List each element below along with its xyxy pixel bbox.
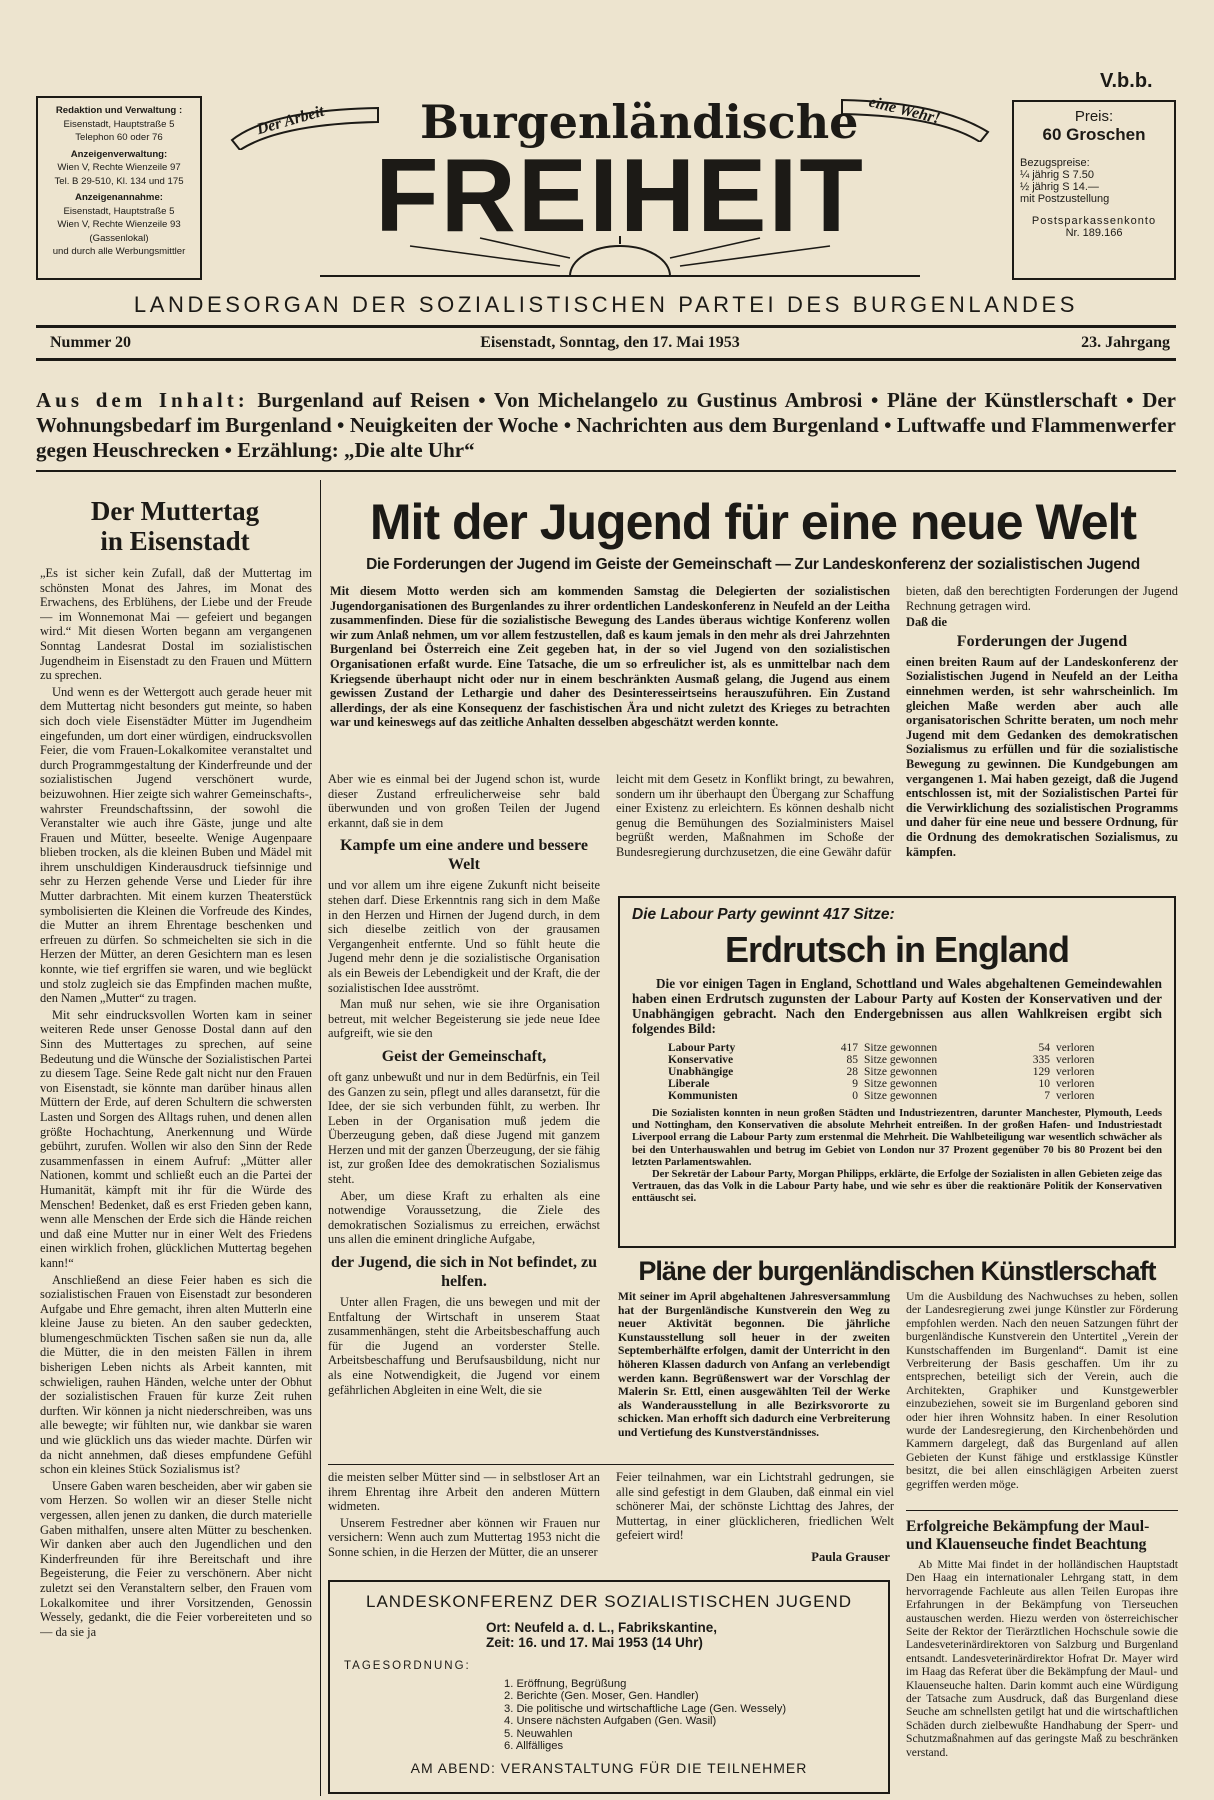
seats-lost: 10 xyxy=(1038,1078,1050,1090)
paragraph: und vor allem um ihre eigene Zukunft nicht beiseite stehen darf. Diese Erkenntnis rang sich in dem Maße in den Herzen und Hirnen der Jugend durch, in dem sich dieselbe zeitlich von der grausamen Vergangenheit entfernte. Und so fühlt heute die Jugend mehr denn je die sozialistische Organisation als ein Beweis der Lebendigkeit und der Kraft, die der sozialistischen Idee ausströmt. xyxy=(328,878,600,995)
office-line: Telephon 60 oder 76 xyxy=(75,132,163,143)
paragraph: „Es ist sicher kein Zufall, daß der Muttertag im schönsten Monat des Jahres, im Monat des Erwachens, des Erblühens, der Liebe und der Freude — im Wonnemonat Mai — gefeiert und begangen wird.“ Mit diesen Worten begann am vergangenen Sonntag Landesrat Dostal im sozialistischen Jugendheim in Eisenstadt zu den Frauen und Müttern zu sprechen. xyxy=(40,566,312,683)
paragraph: Anschließend an diese Feier haben es sich die sozialistischen Frauen von Eisenstadt zur besonderen Aufgabe und Ehre gemacht, ihren alten Mutterln eine kleine Jause zu bieten. An den sauber gedeckten, blumengeschmückten Tischen saßen sie nun da, alle die Mütter, die in den meisten Fällen in ihrem bisherigen Leben nichts als Arbeit kannten, mit schwieligen, rauhen Händen, welche unter der Obhut der sozialistischen Frauen für kurze Zeit ruhen durften. Wir können ja nicht niederschreiben, was uns alle bewegte; wir fühlten nur, wie dankbar sie waren und wie glücklich uns das wieder machte. Dürfen wir da nicht annehmen, daß dieses empfundene Gefühl schon ein kleines Stück Sozialismus ist? xyxy=(40,1272,312,1477)
office-line: Tel. B 29-510, Kl. 134 und 175 xyxy=(54,175,184,187)
paragraph: Um die Ausbildung des Nachwuchses zu heben, sollen der Landesregierung zwei junge Künstler zur Förderung empfohlen werden. Nach den neuen Satzungen führt der burgenländische Kunstverein den Untertitel „Verein der Kunstschaffenden im Burgenland“. Damit ist eine Verbreiterung der Basis geschaffen. Um ihr zu entsprechen, beteiligt sich der Verein, auch die Architekten, Graphiker und Kunstgewerbler einzubeziehen, soweit sie im Burgenland geboren sind oder hier ihren Wohnsitz haben. In einer Resolution wurde der Landesregierung, den Kirchenbehörden und Kammern dargelegt, daß das Burgenland auf allen Gebieten der Kunst fähige und erstklassige Künstler besitzt, die bei allen einschlägigen Arbeiten zuerst gegriffen werden möge. xyxy=(906,1290,1178,1491)
column-divider xyxy=(320,480,321,1796)
labour-kicker: Die Labour Party gewinnt 417 Sitze: xyxy=(632,906,895,923)
won-label: Sitze gewonnen xyxy=(864,1078,938,1090)
lost-label: verloren xyxy=(1056,1042,1095,1054)
kuenstler-left xyxy=(618,1290,890,1450)
subheading: Forderungen der Jugend xyxy=(956,632,1128,650)
author: Paula Grauser xyxy=(811,1550,890,1564)
rule xyxy=(328,1464,894,1465)
editorial-office-box xyxy=(36,96,202,280)
agenda-item: 4. Unsere nächsten Aufgaben (Gen. Wasil) xyxy=(504,1715,717,1728)
seats-won: 28 xyxy=(846,1066,858,1078)
banner-left-text: Der Arbeit xyxy=(254,102,327,139)
konferenz-ort: Ort: Neufeld a. d. L., Fabrikskantine, xyxy=(486,1620,718,1635)
lost-label: verloren xyxy=(1056,1090,1095,1102)
labour-lead: Die vor einigen Tagen in England, Schottland und Wales abgehaltenen Gemeindewahlen haben einen Erdrutsch zugunsten der Labour Party auf Kosten der Konservativen und der Unabhängigen gebracht. Nach den Endergebnissen aus allen Wahlkreisen ergibt sich folgendes Bild: xyxy=(632,976,1162,1036)
banner-right-text: eine Wehr! xyxy=(867,93,942,128)
party-name: Kommunisten xyxy=(668,1090,738,1102)
account-label: Postsparkassenkonto xyxy=(1031,215,1157,227)
seats-lost: 129 xyxy=(1032,1066,1050,1078)
subscription-line: mit Postzustellung xyxy=(1020,193,1110,205)
title-main: FREIHEIT xyxy=(375,138,865,254)
title-top: Burgenländische xyxy=(420,95,859,149)
paragraph: Mit diesem Motto werden sich am kommenden Samstag die Delegierten der sozialistischen Jugendorganisationen des Burgenlandes zu ihrer ordentlichen Landeskonferenz in Neufeld an der Leitha zusammenfinden. Diese für die sozialistische Bewegung des Landes überaus wichtige Konferenz wollen wir zum Anlaß nehmen, um vor allem festzustellen, daß es kaum jemals in den mehr als drei Jahrzehnten Burgenland bei Österreich eine Zeit gegeben hat, in der so viel Jugend von den sozialistischen Organisationen erfaßt wurde. Eine Tatsache, die um so erfreulicher ist, als es unmittelbar nach dem Kriegsende überhaupt nicht oder nur in einem beschränkten Ausmaß gelang, die Jugend aus einem gewissen Zustand der Lethargie und daher des Desinteresseirtseins herauszuführen. Ein Zustand allerdings, der als eine Konsequenz der faschistischen Ära und nicht zuletzt des Krieges zu betrachten war und keineswegs auf das zeitliche Anhalten desselben abgeschätzt werden konnte. xyxy=(330,584,890,730)
muttertag-tail-left xyxy=(328,1470,600,1580)
results-row xyxy=(668,1054,1100,1066)
party-name: Labour Party xyxy=(668,1042,736,1054)
banner-left xyxy=(230,100,380,150)
tagline: LANDESORGAN DER SOZIALISTISCHEN PARTEI DES BURGENLANDES xyxy=(133,292,1079,317)
jugend-subhead: Die Forderungen der Jugend im Geiste der Gemeinschaft — Zur Landeskonferenz der sozialistischen Jugend xyxy=(366,556,1140,573)
contents-line xyxy=(36,388,1176,463)
results-row xyxy=(668,1090,1100,1102)
vbb-mark: V.b.b. xyxy=(1100,70,1153,92)
labour-text: Der Sekretär der Labour Party, Morgan Philipps, erklärte, die Erfolge der Sozialisten in allen Gebieten zeige das Vertrauen, das das Volk in die Labour Party habe, und wie sehr es über die reaktionäre Politik der Konservativen enttäuscht sei. xyxy=(632,1169,1162,1205)
labour-headline: Erdrutsch in England xyxy=(724,929,1070,970)
subscription-label: Bezugspreise: xyxy=(1020,157,1090,169)
subscription-line: ½ jährig S 14.— xyxy=(1020,181,1099,193)
paragraph: die meisten selber Mütter sind — in selbstloser Art an ihrem Ehrentag ihre Arbeit den anderen Müttern widmeten. xyxy=(328,1470,600,1514)
paragraph: Feier teilnahmen, war ein Lichtstrahl gedrungen, sie alle sind gefestigt in dem Glauben, daß einmal ein viel schönerer Mai, der schönste Lichttag des Jahres, der Muttertag, in einer glücklicheren, friedlichen Welt gefeiert wird! xyxy=(616,1470,894,1543)
office-line: Anzeigenverwaltung: xyxy=(70,148,168,160)
sunrise-rays-icon xyxy=(320,236,920,280)
agenda-item: 2. Berichte (Gen. Moser, Gen. Handler) xyxy=(504,1690,699,1703)
konferenz-evening: AM ABEND: VERANSTALTUNG FÜR DIE TEILNEHMER xyxy=(410,1760,808,1777)
konferenz-title: LANDESKONFERENZ DER SOZIALISTISCHEN JUGEND xyxy=(366,1592,852,1611)
subscription-line: ¼ jährig S 7.50 xyxy=(1020,169,1094,181)
price-box xyxy=(1012,100,1176,280)
muttertag-title xyxy=(36,496,314,556)
paragraph: Unsere Gaben waren bescheiden, aber wir gaben sie vom Herzen. So wollen wir an dieser Stelle nicht vergessen, allen jenen zu danken, die durch materielle Gaben mithalfen, unsere alten Mütter zu beschenken. Wir danken aber auch den Jugendlichen und den Kinderfreunden für ihre Bereitschaft und ihre Begeisterung, die Feier zu verschönern. Aber nicht zuletzt sei den Veranstaltern selber, den Frauen vom Lokalkomitee und ihrer Vorsitzenden, Genossin Wessely, gedankt, die die Feier vorbereiteten und so — da sie ja xyxy=(40,1478,312,1639)
paragraph: Daß die xyxy=(906,615,947,630)
seats-won: 0 xyxy=(852,1090,858,1102)
account-number: Nr. 189.166 xyxy=(1065,227,1123,239)
office-line: (Gassenlokal) xyxy=(89,232,149,244)
lost-label: verloren xyxy=(1056,1066,1095,1078)
won-label: Sitze gewonnen xyxy=(864,1090,938,1102)
seats-won: 9 xyxy=(852,1078,858,1090)
party-name: Unabhängige xyxy=(668,1066,734,1078)
office-line: Redaktion und Verwaltung : xyxy=(55,105,183,116)
office-line: Wien V, Rechte Wienzeile 97 xyxy=(57,162,181,173)
office-line: Eisenstadt, Hauptstraße 5 xyxy=(63,205,175,217)
results-row xyxy=(668,1042,1100,1054)
muttertag-text xyxy=(40,566,312,1796)
contents-text: Burgenland auf Reisen • Von Michelangelo zu Gustinus Ambrosi • Pläne der Künstlerschaft • Der Wohnungsbedarf im Burgenland • Neuigkeiten der Woche • Nachrichten aus dem Burgenland • Luftwaffe und Flammenwerfer gegen Heuschrecken • Erzählung: „Die alte Uhr“ xyxy=(36,388,1177,462)
paragraph: Und wenn es der Wettergott auch gerade heuer mit dem Muttertag nicht besonders gut meinte, so haben sich doch viele Eisenstädter Mütter im Jugendheim eingefunden, um dort einer würdigen, eindrucksvollen Feier, die vom Frauen-Lokalkomitee veranstaltet und durch Programmgestaltung der Kinderfreunde und der sozialistischen Jugend verschönert wurde, beizuwohnen. Hier zeigte sich wahrer Gemeinschafts-, wahrster Freundschaftssinn, der sowohl die Veranstalter wie auch ihre Gäste, junge und alte Frauen und Mütter, beseelte. Wenige Augenpaare blieben trocken, als die kleinen Buben und Mädel mit ihrem unschuldigen Kinderausdruck tiefsinnige und sehr zu Herzen gehende Verse und Lieder für ihre Mutter darbrachten. Mit einem kurzen Theaterstück symbolisierten die Kleinen die Vorfreude des Kindes, die Mutter an ihrem Ehrentage beschenken und erfreuen zu dürfen. So schmeichelten sie sich in die Herzen der Mütter, an deren Gesichtern man es lesen konnte, wie tief ergriffen sie waren, und wie beglückt und stolz zugleich sie das Empfinden machen mußte, den Namen „Mutter“ zu tragen. xyxy=(40,684,312,1006)
rule xyxy=(36,325,1176,328)
contents-label: Aus dem Inhalt: xyxy=(36,388,249,412)
rule xyxy=(906,1510,1178,1511)
maul-text xyxy=(906,1558,1178,1796)
maul-headline: Erfolgreiche Bekämpfung der Maul- und Klauenseuche findet Beachtung xyxy=(906,1518,1150,1553)
paragraph: Man muß nur sehen, wie sie ihre Organisation betreut, mit welcher Begeisterung sie jede neue Idee aufgreift, wie sie den xyxy=(328,997,600,1041)
subheading: der Jugend, die sich in Not befindet, zu helfen. xyxy=(331,1254,597,1291)
paragraph: Mit seiner im April abgehaltenen Jahresversammlung hat der Burgenländische Kunstverein den Weg zu neuer Aktivität begonnen. Die jährliche Kunstausstellung soll heuer in der zweiten Septemberhälfte erfolgen, damit der Unterricht in den höheren Klassen dadurch von Anfang an verlebendigt werden kann. Begrüßenswert war der Vorschlag der Malerin Sr. Ettl, einen ausgewählten Teil der Werke als Wanderausstellung in alle Bezirksvororte zu schicken. Man erhofft sich dadurch eine Verbreiterung und Vertiefung des Kunstverständnisses. xyxy=(618,1290,890,1439)
konferenz-zeit: Zeit: 16. und 17. Mai 1953 (14 Uhr) xyxy=(486,1635,703,1650)
issue-number: Nummer 20 xyxy=(50,334,132,351)
agenda-item: 5. Neuwahlen xyxy=(504,1727,573,1740)
paragraph: Mit sehr eindrucksvollen Worten kam in seiner weiteren Rede unser Genosse Dostal dann auf den Sinn des Muttertages zu sprechen, auf seine Bedeutung und die Wünsche der Sozialistischen Partei zu diesem Tage. Seine Rede galt nicht nur den Frauen von Eisenstadt, sie könnte man darüber hinaus allen Müttern der Erde, auf deren Schultern die schwersten Lasten und Sorgen des Alltags ruhen, und denen allen größte Hochachtung, Anerkennung und Würde gebührt, zurufen. Wollen wir also den Sinn der Rede zusammenfassen in einem Aufruf: „Mütter aller Nationen, kommt und schließt euch an die Partei der Humanität, kämpft mit ihr für die Würde des Menschen! Bedenket, daß es erst Frieden geben kann, wenn alle Menschen der Erde sich die Hände reichen und daß eine Mutter nur in einer Welt des Friedens einen wirklich frohen, glücklichen Muttertag begehen kann!“ xyxy=(40,1007,312,1270)
subheading: Geist der Gemeinschaft, xyxy=(381,1047,547,1065)
agenda-list xyxy=(504,1678,874,1752)
agenda-item: 6. Allfälliges xyxy=(504,1740,564,1753)
results-row xyxy=(668,1066,1100,1078)
paragraph: einen breiten Raum auf der Landeskonferenz der Sozialistischen Jugend in Neufeld an der Leitha einnehmen werden, ist sehr wahrscheinlich. Im gleichen Maße werden aber auch alle organisatorischen Schritte beraten, um noch mehr Jugend mit dem Gedanken des demokratischen Sozialismus zu erfüllen und für die sozialistische Bewegung zu gewinnen. Die Kundgebungen am vergangenen 1. Mai haben gezeigt, daß die Jugend entschlossen ist, mit der Sozialistischen Partei für die Verwirklichung des sozialistischen Programms und daher für eine neue und bessere Ordnung, für die Ordnung des demokratischen Sozialismus, zu kämpfen. xyxy=(906,654,1178,859)
jugend-lead xyxy=(330,584,890,764)
results-table xyxy=(668,1042,1100,1102)
lost-label: verloren xyxy=(1056,1078,1095,1090)
labour-box xyxy=(618,896,1176,1248)
price-value: 60 Groschen xyxy=(1042,125,1146,144)
party-name: Konservative xyxy=(668,1054,734,1066)
jugend-headline: Mit der Jugend für eine neue Welt xyxy=(369,494,1137,550)
agenda-item: 1. Eröffnung, Begrüßung xyxy=(504,1678,627,1690)
seats-lost: 54 xyxy=(1038,1042,1050,1054)
office-line: Wien V, Rechte Wienzeile 93 xyxy=(57,219,181,230)
konferenz-box xyxy=(328,1580,890,1794)
agenda-item: 3. Die politische und wirtschaftliche Lage (Gen. Wessely) xyxy=(504,1702,787,1715)
results-row xyxy=(668,1078,1100,1090)
office-line: Anzeigenannahme: xyxy=(75,192,163,203)
seats-won: 417 xyxy=(840,1042,858,1054)
seats-lost: 335 xyxy=(1032,1054,1050,1066)
kuenstler-headline: Pläne der burgenländischen Künstlerschaft xyxy=(638,1256,1156,1286)
paragraph: Unter allen Fragen, die uns bewegen und mit der Entfaltung der Wirtschaft in unserem Staat zusammenhängen, steht die Arbeitsbeschaffung auch für die Jugend an vorderster Stelle. Arbeitsbeschaffung und Berufsausbildung, nicht nur als eine Notwendigkeit, die Jugend vor einem gefährlichen Abgleiten in eine Welt, die sie xyxy=(328,1295,600,1397)
paragraph: Aber wie es einmal bei der Jugend schon ist, wurde dieser Zustand erfreulicherweise sehr bald überwunden und von großen Teilen der Jugend erkannt, daß sie in dem xyxy=(328,772,600,830)
paragraph: oft ganz unbewußt und nur in dem Bedürfnis, ein Teil des Ganzen zu sein, pflegt und alles daransetzt, für die Idee, der sie sich verbunden fühlt, zu werben. Ihr Leben in der Organisation muß jedem die Überzeugung geben, daß diese Jugend mit ganzem Herzen und mit der ganzen Überzeugung, der sie fähig ist, zur großen Idee des demokratischen Sozialismus steht. xyxy=(328,1069,600,1187)
party-name: Liberale xyxy=(668,1078,710,1090)
paragraph: leicht mit dem Gesetz in Konflikt bringt, zu bewahren, sondern um ihr überhaupt den Übergang zur Schaffung einer Existenz zu erleichtern. Es können deshalb nicht genug die Bemühungen des Sozialministers Maisel begrüßt werden, Maßnahmen im Schoße der Bundesregierung durchzusetzen, die eine Gewähr dafür xyxy=(616,772,894,859)
kuenstler-right xyxy=(906,1290,1178,1504)
won-label: Sitze gewonnen xyxy=(864,1066,938,1078)
paragraph: Aber, um diese Kraft zu erhalten als eine notwendige Voraussetzung, die Ziele des demokratischen Sozialismus zu erreichen, erwächst uns allen die eminent dringliche Aufgabe, xyxy=(328,1188,600,1247)
won-label: Sitze gewonnen xyxy=(864,1054,938,1066)
agenda-label: TAGESORDNUNG: xyxy=(344,1660,471,1672)
paragraph: Unserem Festredner aber können wir Frauen nur versichern: Wenn auch zum Muttertag 1953 nicht die Sonne schien, in die Herzen der Mütter, die an unserer xyxy=(328,1515,600,1559)
lost-label: verloren xyxy=(1056,1054,1095,1066)
office-line: Eisenstadt, Hauptstraße 5 xyxy=(63,118,175,130)
subheading: Kampfe um eine andere und bessere Welt xyxy=(340,837,588,874)
won-label: Sitze gewonnen xyxy=(864,1042,938,1054)
jugend-column-3 xyxy=(906,584,1178,910)
seats-lost: 7 xyxy=(1044,1090,1050,1102)
muttertag-title-line: in Eisenstadt xyxy=(100,526,250,556)
rule xyxy=(36,358,1176,361)
office-line: und durch alle Werbungsmittler xyxy=(52,246,186,257)
labour-text: Die Sozialisten konnten in neun großen Städten und Industriezentren, darunter Manchester, Plymouth, Leeds und Nottingham, den Konservativen die absolute Mehrheit entreißen. In der großen Hafen- und Industriestadt Liverpool errang die Labour Party zum erstenmal die Mehrheit. Die Wahlbeteiligung war wesentlich schwächer als bei den Unterhauswahlen und betrug im Gebiet von London nur 37 Prozent gegenüber 70 bis 80 Prozent bei den letzten Parlamentswahlen. xyxy=(632,1108,1162,1168)
price-label: Preis: xyxy=(1074,108,1114,125)
issue-date: Eisenstadt, Sonntag, den 17. Mai 1953 xyxy=(480,334,740,351)
volume: 23. Jahrgang xyxy=(1081,334,1170,351)
paragraph: Ab Mitte Mai findet in der holländischen Hauptstadt Den Haag ein internationaler Lehrgang statt, in dem hervorragende Fachleute aus allen Teilen Europas ihre Erfahrungen in der Bekämpfung von Tierseuchen austauschen werden. Hiezu werden von österreichischer Seite der Rektor der Tierärztlichen Hochschule sowie die Landesveterinärdirektoren von Salzburg und Burgenland entsandt. Landesveterinärdirektor Hofrat Dr. Mayer wird im Haag das Referat über die Bekämpfung der Maul- und Klauenseuche halten. Darin kommt auch eine Würdigung der Tatsache zum Ausdruck, daß das Burgenland diese Seuche am schnellsten getilgt hat und die wirtschaftlichen Schäden durch zielbewußte Handhabung der Sperr- und Schutzmaßnahmen auf das geringste Maß zu beschränken verstand. xyxy=(906,1558,1178,1759)
jugend-column-1 xyxy=(328,772,600,1458)
paragraph: bieten, daß den berechtigten Forderungen der Jugend Rechnung getragen wird. xyxy=(906,584,1178,613)
banner-right xyxy=(840,92,990,142)
muttertag-title-line: Der Muttertag xyxy=(90,496,260,526)
jugend-column-2 xyxy=(616,772,894,878)
rule xyxy=(36,470,1176,472)
seats-won: 85 xyxy=(846,1054,858,1066)
